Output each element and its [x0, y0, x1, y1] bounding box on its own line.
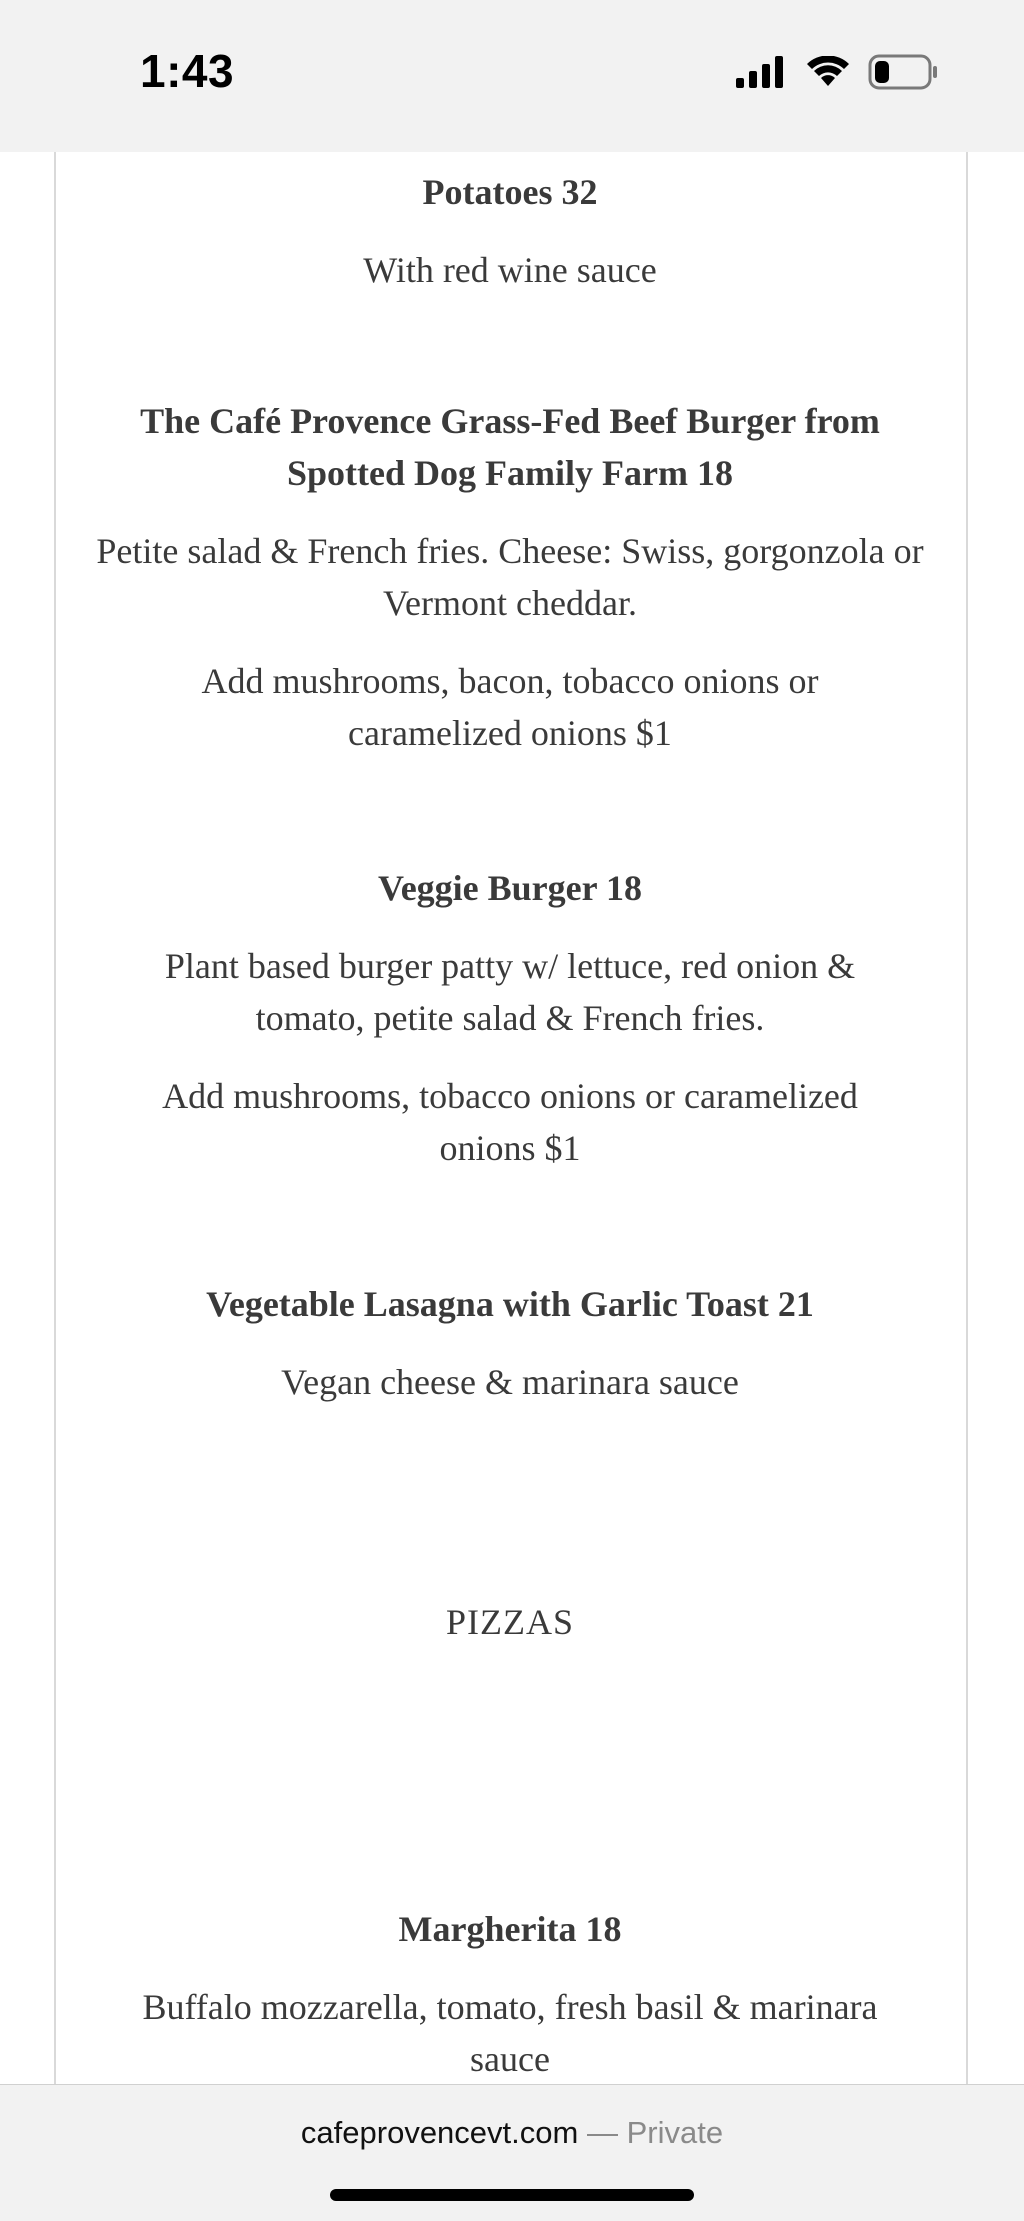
- menu-item: [60, 1903, 960, 2084]
- web-page[interactable]: [0, 152, 1024, 2084]
- home-indicator[interactable]: [330, 2189, 694, 2201]
- menu-item-title: Potatoes 32: [422, 172, 598, 212]
- menu-item: [60, 166, 960, 296]
- menu-item: [60, 395, 960, 759]
- menu-item-title: The Café Provence Grass-Fed Beef Burger from Spotted Dog Family Farm 18: [140, 401, 880, 493]
- battery-icon: [868, 54, 938, 90]
- section-heading: PIZZAS: [445, 1602, 574, 1642]
- menu-item-description: Add mushrooms, tobacco onions or caramelized onions $1: [162, 1076, 858, 1168]
- status-bar: [0, 0, 1024, 152]
- url-separator: —: [578, 2115, 627, 2150]
- status-icons: [736, 54, 938, 90]
- cellular-signal-icon: [736, 56, 788, 88]
- section-heading-pizzas: [60, 1596, 960, 1648]
- menu-item-description: Petite salad & French fries. Cheese: Swiss, gorgonzola or Vermont cheddar.: [96, 531, 924, 623]
- wifi-icon: [806, 56, 850, 88]
- menu-item-description: Plant based burger patty w/ lettuce, red onion & tomato, petite salad & French fries.: [164, 946, 856, 1038]
- menu-item: [60, 1278, 960, 1408]
- private-label: Private: [626, 2115, 724, 2150]
- menu-item-title: Margherita 18: [398, 1909, 622, 1949]
- menu-item-title: Vegetable Lasagna with Garlic Toast 21: [206, 1284, 814, 1324]
- browser-address-bar[interactable]: [0, 2084, 1024, 2221]
- status-time: 1:43: [140, 45, 235, 97]
- menu-item-description: Buffalo mozzarella, tomato, fresh basil & marinara sauce: [142, 1987, 878, 2079]
- menu-item-description: With red wine sauce: [363, 250, 657, 290]
- menu-item-description: Add mushrooms, bacon, tobacco onions or caramelized onions $1: [201, 661, 819, 753]
- menu-item-description: Vegan cheese & marinara sauce: [281, 1362, 739, 1402]
- menu-item: [60, 862, 960, 1174]
- url-display[interactable]: [0, 2115, 1024, 2151]
- url-text: cafeprovencevt.com: [300, 2115, 579, 2150]
- menu-item-title: Veggie Burger 18: [378, 868, 642, 908]
